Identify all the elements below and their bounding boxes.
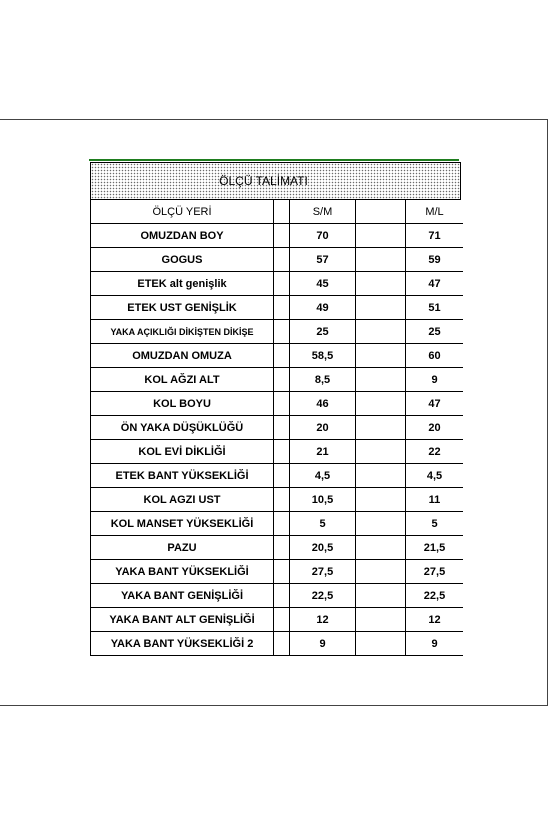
value-sm: 49 <box>290 296 356 320</box>
table-row <box>90 296 463 320</box>
spacer-cell <box>356 224 406 248</box>
table-row <box>90 440 463 464</box>
value-sm: 5 <box>290 512 356 536</box>
spacer-cell <box>274 512 290 536</box>
measurement-label: KOL AĞZI ALT <box>90 368 274 392</box>
spacer-cell <box>274 536 290 560</box>
value-ml: 20 <box>406 416 463 440</box>
value-sm: 46 <box>290 392 356 416</box>
spacer-cell <box>356 536 406 560</box>
table-row <box>90 464 463 488</box>
measurement-label: YAKA BANT GENİŞLİĞİ <box>90 584 274 608</box>
value-sm: 21 <box>290 440 356 464</box>
header-spacer-cell <box>356 200 406 224</box>
value-ml: 27,5 <box>406 560 463 584</box>
value-sm: 20,5 <box>290 536 356 560</box>
spacer-cell <box>356 560 406 584</box>
spacer-cell <box>356 464 406 488</box>
measurement-label: YAKA AÇIKLIĞI DİKİŞTEN DİKİŞE <box>90 320 274 344</box>
table-row <box>90 560 463 584</box>
value-sm: 22,5 <box>290 584 356 608</box>
value-ml: 22,5 <box>406 584 463 608</box>
title-top-rule <box>89 159 459 161</box>
value-ml: 4,5 <box>406 464 463 488</box>
table-title-box <box>90 162 461 200</box>
spacer-cell <box>274 392 290 416</box>
spacer-cell <box>356 296 406 320</box>
measurement-label: OMUZDAN BOY <box>90 224 274 248</box>
spacer-cell <box>274 560 290 584</box>
table-row <box>90 416 463 440</box>
table-row <box>90 224 463 248</box>
table-row <box>90 368 463 392</box>
spacer-cell <box>274 584 290 608</box>
measurement-label: KOL EVİ DİKLİĞİ <box>90 440 274 464</box>
value-ml: 22 <box>406 440 463 464</box>
size-chart-table <box>90 200 463 656</box>
spacer-cell <box>274 632 290 656</box>
spacer-cell <box>356 608 406 632</box>
spacer-cell <box>356 632 406 656</box>
table-row <box>90 584 463 608</box>
measurement-label: PAZU <box>90 536 274 560</box>
table-row <box>90 512 463 536</box>
spacer-cell <box>356 272 406 296</box>
value-ml: 71 <box>406 224 463 248</box>
value-ml: 9 <box>406 632 463 656</box>
table-row <box>90 344 463 368</box>
table-row <box>90 488 463 512</box>
measurement-label: GOGUS <box>90 248 274 272</box>
value-ml: 5 <box>406 512 463 536</box>
value-sm: 58,5 <box>290 344 356 368</box>
value-ml: 12 <box>406 608 463 632</box>
value-sm: 10,5 <box>290 488 356 512</box>
spacer-cell <box>274 248 290 272</box>
measurement-label: KOL BOYU <box>90 392 274 416</box>
spacer-cell <box>356 368 406 392</box>
spacer-cell <box>356 440 406 464</box>
spacer-cell <box>356 584 406 608</box>
spacer-cell <box>356 488 406 512</box>
value-sm: 20 <box>290 416 356 440</box>
spacer-cell <box>274 344 290 368</box>
value-ml: 9 <box>406 368 463 392</box>
value-sm: 9 <box>290 632 356 656</box>
spacer-cell <box>356 512 406 536</box>
value-sm: 45 <box>290 272 356 296</box>
spacer-cell <box>274 416 290 440</box>
measurement-label: ETEK alt genişlik <box>90 272 274 296</box>
header-size-ml: M/L <box>406 200 463 224</box>
value-ml: 59 <box>406 248 463 272</box>
spacer-cell <box>274 368 290 392</box>
value-ml: 60 <box>406 344 463 368</box>
spacer-cell <box>356 320 406 344</box>
spacer-cell <box>274 320 290 344</box>
spacer-cell <box>274 464 290 488</box>
spacer-cell <box>274 224 290 248</box>
value-sm: 70 <box>290 224 356 248</box>
measurement-label: ETEK UST GENİŞLİK <box>90 296 274 320</box>
header-size-sm: S/M <box>290 200 356 224</box>
table-row <box>90 632 463 656</box>
value-ml: 51 <box>406 296 463 320</box>
value-sm: 25 <box>290 320 356 344</box>
measurement-label: OMUZDAN OMUZA <box>90 344 274 368</box>
spacer-cell <box>274 272 290 296</box>
value-sm: 8,5 <box>290 368 356 392</box>
value-sm: 27,5 <box>290 560 356 584</box>
measurement-label: YAKA BANT YÜKSEKLİĞİ 2 <box>90 632 274 656</box>
table-row <box>90 248 463 272</box>
value-ml: 25 <box>406 320 463 344</box>
spacer-cell <box>274 608 290 632</box>
value-sm: 12 <box>290 608 356 632</box>
table-body <box>90 224 463 656</box>
spacer-cell <box>356 248 406 272</box>
measurement-label: YAKA BANT ALT GENİŞLİĞİ <box>90 608 274 632</box>
table-row <box>90 536 463 560</box>
spacer-cell <box>274 296 290 320</box>
header-measurement-point: ÖLÇÜ YERİ <box>90 200 274 224</box>
value-ml: 47 <box>406 392 463 416</box>
measurement-label: ÖN YAKA DÜŞÜKLÜĞÜ <box>90 416 274 440</box>
header-spacer-cell <box>274 200 290 224</box>
value-ml: 11 <box>406 488 463 512</box>
table-row <box>90 272 463 296</box>
value-ml: 47 <box>406 272 463 296</box>
value-sm: 4,5 <box>290 464 356 488</box>
spacer-cell <box>356 392 406 416</box>
value-ml: 21,5 <box>406 536 463 560</box>
measurement-label: YAKA BANT YÜKSEKLİĞİ <box>90 560 274 584</box>
spacer-cell <box>274 440 290 464</box>
spacer-cell <box>274 488 290 512</box>
table-row <box>90 320 463 344</box>
table-header-row <box>90 200 463 224</box>
measurement-label: KOL AGZI UST <box>90 488 274 512</box>
spacer-cell <box>356 344 406 368</box>
measurement-label: ETEK BANT YÜKSEKLİĞİ <box>90 464 274 488</box>
table-row <box>90 608 463 632</box>
table-title: ÖLÇÜ TALİMATI <box>219 174 308 188</box>
table-row <box>90 392 463 416</box>
spacer-cell <box>356 416 406 440</box>
measurement-label: KOL MANSET YÜKSEKLİĞİ <box>90 512 274 536</box>
value-sm: 57 <box>290 248 356 272</box>
